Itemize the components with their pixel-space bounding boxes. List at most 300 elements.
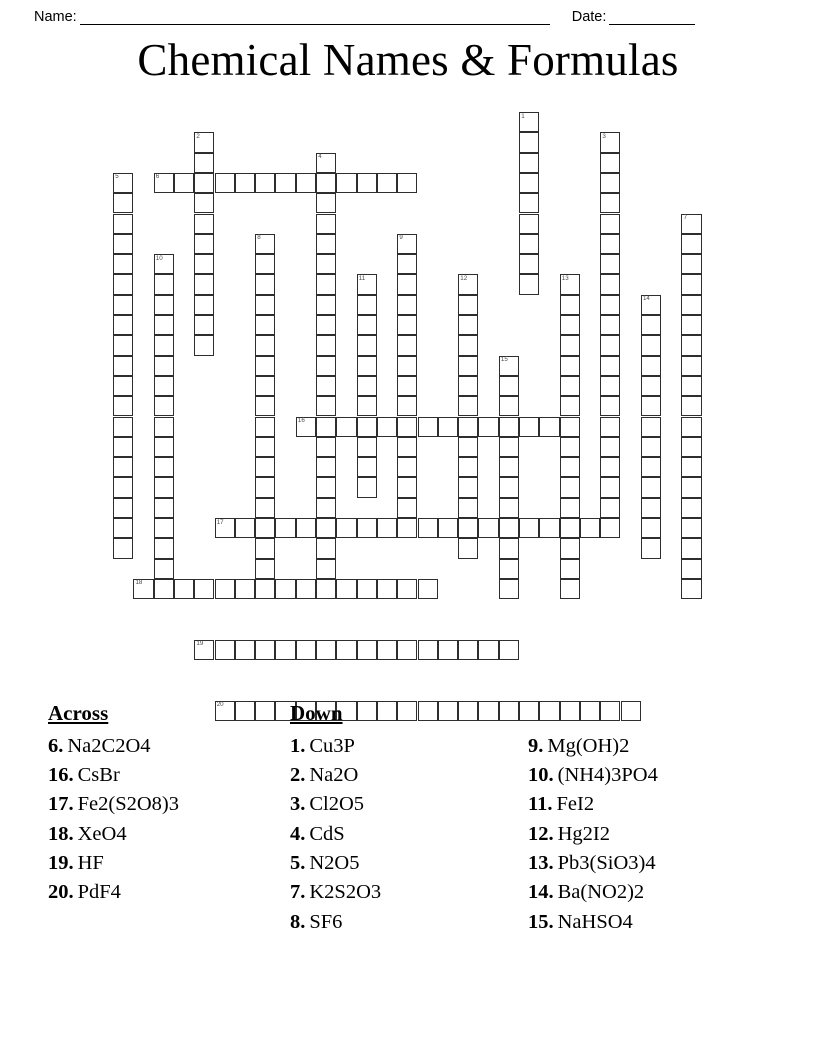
crossword-cell[interactable] (154, 295, 174, 315)
crossword-cell[interactable] (255, 477, 275, 497)
crossword-cell[interactable] (600, 376, 620, 396)
crossword-cell[interactable] (499, 640, 519, 660)
crossword-cell[interactable] (357, 376, 377, 396)
crossword-cell[interactable] (681, 376, 701, 396)
crossword-cell[interactable] (377, 579, 397, 599)
crossword-cell[interactable] (681, 214, 701, 234)
crossword-cell[interactable] (194, 193, 214, 213)
crossword-cell[interactable] (154, 417, 174, 437)
crossword-cell[interactable] (316, 477, 336, 497)
crossword-cell[interactable] (681, 417, 701, 437)
crossword-cell[interactable] (600, 315, 620, 335)
crossword-cell[interactable] (235, 640, 255, 660)
crossword-cell[interactable] (681, 518, 701, 538)
crossword-cell[interactable] (641, 437, 661, 457)
crossword-cell[interactable] (458, 538, 478, 558)
crossword-cell[interactable] (397, 640, 417, 660)
crossword-cell[interactable] (397, 254, 417, 274)
crossword-cell[interactable] (560, 579, 580, 599)
crossword-cell[interactable] (560, 335, 580, 355)
crossword-cell[interactable] (458, 457, 478, 477)
crossword-cell[interactable] (397, 477, 417, 497)
crossword-cell[interactable] (113, 274, 133, 294)
crossword-cell[interactable] (519, 193, 539, 213)
crossword-cell[interactable] (154, 538, 174, 558)
crossword-cell[interactable] (255, 538, 275, 558)
crossword-cell[interactable] (397, 295, 417, 315)
crossword-cell[interactable] (458, 417, 478, 437)
crossword-cell[interactable] (215, 518, 235, 538)
crossword-cell[interactable] (458, 437, 478, 457)
crossword-cell[interactable] (681, 274, 701, 294)
crossword-cell[interactable] (397, 274, 417, 294)
across-heading: Across (48, 701, 109, 725)
crossword-cell[interactable] (194, 640, 214, 660)
crossword-cell[interactable] (397, 396, 417, 416)
crossword-cell[interactable] (499, 518, 519, 538)
crossword-cell[interactable] (458, 335, 478, 355)
crossword-cell[interactable] (681, 335, 701, 355)
crossword-cell[interactable] (377, 173, 397, 193)
clue-item (290, 820, 520, 849)
crossword-cell[interactable] (499, 396, 519, 416)
crossword-cell[interactable] (600, 457, 620, 477)
cell-number: 20 (216, 701, 224, 709)
crossword-cell[interactable] (255, 579, 275, 599)
crossword-cell[interactable] (641, 315, 661, 335)
crossword-cell[interactable] (397, 234, 417, 254)
crossword-cell[interactable] (458, 640, 478, 660)
clue-text: HF (77, 851, 104, 874)
crossword-cell[interactable] (316, 356, 336, 376)
crossword-cell[interactable] (397, 518, 417, 538)
crossword-cell[interactable] (600, 254, 620, 274)
crossword-cell[interactable] (641, 477, 661, 497)
crossword-cell[interactable] (681, 477, 701, 497)
crossword-cell[interactable] (255, 498, 275, 518)
crossword-cell[interactable] (681, 457, 701, 477)
cell-number: 13 (561, 274, 569, 282)
crossword-cell[interactable] (519, 234, 539, 254)
clue-item (290, 878, 520, 907)
crossword-cell[interactable] (113, 518, 133, 538)
crossword-cell[interactable] (681, 356, 701, 376)
crossword-cell[interactable] (458, 274, 478, 294)
crossword-cell[interactable] (357, 417, 377, 437)
crossword-cell[interactable] (296, 518, 316, 538)
crossword-cell[interactable] (600, 132, 620, 152)
crossword-cell[interactable] (154, 376, 174, 396)
crossword-cell[interactable] (316, 417, 336, 437)
crossword-cell[interactable] (519, 254, 539, 274)
crossword-cell[interactable] (215, 173, 235, 193)
crossword-cell[interactable] (113, 538, 133, 558)
crossword-cell[interactable] (235, 579, 255, 599)
crossword-cell[interactable] (296, 579, 316, 599)
crossword-cell[interactable] (458, 396, 478, 416)
crossword-cell[interactable] (397, 376, 417, 396)
clue-text: Hg2I2 (557, 822, 611, 845)
clue-item (290, 761, 520, 790)
crossword-cell[interactable] (316, 640, 336, 660)
crossword-cell[interactable] (154, 315, 174, 335)
cell-number: 3 (602, 132, 606, 140)
crossword-cell[interactable] (154, 518, 174, 538)
crossword-cell[interactable] (174, 579, 194, 599)
crossword-cell[interactable] (641, 396, 661, 416)
crossword-cell[interactable] (336, 640, 356, 660)
crossword-cell[interactable] (458, 295, 478, 315)
crossword-cell[interactable] (539, 518, 559, 538)
crossword-cell[interactable] (154, 396, 174, 416)
crossword-cell[interactable] (641, 498, 661, 518)
crossword-cell[interactable] (316, 396, 336, 416)
crossword-cell[interactable] (296, 417, 316, 437)
crossword-cell[interactable] (519, 132, 539, 152)
crossword-cell[interactable] (600, 437, 620, 457)
crossword-cell[interactable] (499, 376, 519, 396)
crossword-cell[interactable] (560, 315, 580, 335)
crossword-cell[interactable] (499, 437, 519, 457)
crossword-cell[interactable] (580, 518, 600, 538)
crossword-cell[interactable] (397, 498, 417, 518)
crossword-cell[interactable] (113, 173, 133, 193)
crossword-cell[interactable] (215, 640, 235, 660)
crossword-cell[interactable] (357, 335, 377, 355)
clue-item (48, 849, 288, 878)
crossword-cell[interactable] (357, 315, 377, 335)
crossword-cell[interactable] (215, 579, 235, 599)
crossword-cell[interactable] (316, 234, 336, 254)
crossword-cell[interactable] (194, 254, 214, 274)
crossword-cell[interactable] (235, 173, 255, 193)
cell-number: 15 (500, 356, 508, 364)
crossword-cell[interactable] (316, 376, 336, 396)
crossword-cell[interactable] (194, 274, 214, 294)
crossword-cell[interactable] (377, 417, 397, 437)
crossword-cell[interactable] (357, 274, 377, 294)
crossword-cell[interactable] (478, 417, 498, 437)
crossword-cell[interactable] (316, 254, 336, 274)
crossword-cell[interactable] (255, 274, 275, 294)
crossword-cell[interactable] (255, 315, 275, 335)
crossword-cell[interactable] (113, 356, 133, 376)
crossword-cell[interactable] (499, 477, 519, 497)
crossword-cell[interactable] (397, 579, 417, 599)
crossword-cell[interactable] (519, 173, 539, 193)
crossword-cell[interactable] (519, 153, 539, 173)
crossword-cell[interactable] (255, 254, 275, 274)
crossword-cell[interactable] (641, 295, 661, 315)
crossword-cell[interactable] (357, 640, 377, 660)
crossword-cell[interactable] (377, 640, 397, 660)
crossword-cell[interactable] (458, 356, 478, 376)
crossword-cell[interactable] (458, 518, 478, 538)
crossword-cell[interactable] (194, 234, 214, 254)
crossword-cell[interactable] (154, 559, 174, 579)
crossword-cell[interactable] (519, 518, 539, 538)
crossword-cell[interactable] (641, 538, 661, 558)
crossword-cell[interactable] (600, 417, 620, 437)
crossword-cell[interactable] (539, 417, 559, 437)
crossword-cell[interactable] (154, 457, 174, 477)
crossword-cell[interactable] (275, 518, 295, 538)
crossword-cell[interactable] (560, 498, 580, 518)
crossword-cell[interactable] (255, 417, 275, 437)
crossword-cell[interactable] (336, 417, 356, 437)
crossword-cell[interactable] (681, 315, 701, 335)
crossword-cell[interactable] (641, 356, 661, 376)
crossword-cell[interactable] (194, 579, 214, 599)
crossword-cell[interactable] (438, 518, 458, 538)
crossword-cell[interactable] (194, 132, 214, 152)
crossword-cell[interactable] (681, 396, 701, 416)
crossword-cell[interactable] (560, 376, 580, 396)
crossword-cell[interactable] (316, 457, 336, 477)
crossword-cell[interactable] (600, 498, 620, 518)
crossword-cell[interactable] (641, 376, 661, 396)
crossword-cell[interactable] (113, 335, 133, 355)
crossword-cell[interactable] (478, 518, 498, 538)
crossword-cell[interactable] (681, 498, 701, 518)
crossword-cell[interactable] (397, 173, 417, 193)
crossword-cell[interactable] (600, 356, 620, 376)
crossword-cell[interactable] (499, 356, 519, 376)
crossword-cell[interactable] (255, 376, 275, 396)
crossword-cell[interactable] (316, 559, 336, 579)
crossword-cell[interactable] (418, 640, 438, 660)
crossword-cell[interactable] (255, 396, 275, 416)
crossword-cell[interactable] (316, 538, 336, 558)
crossword-cell[interactable] (316, 153, 336, 173)
crossword-cell[interactable] (438, 417, 458, 437)
crossword-cell[interactable] (600, 274, 620, 294)
crossword-cell[interactable] (255, 295, 275, 315)
crossword-cell[interactable] (397, 335, 417, 355)
crossword-cell[interactable] (560, 538, 580, 558)
crossword-cell[interactable] (316, 295, 336, 315)
crossword-cell[interactable] (357, 477, 377, 497)
crossword-cell[interactable] (255, 457, 275, 477)
crossword-cell[interactable] (681, 254, 701, 274)
crossword-cell[interactable] (519, 112, 539, 132)
crossword-cell[interactable] (560, 457, 580, 477)
crossword-cell[interactable] (113, 396, 133, 416)
crossword-cell[interactable] (560, 417, 580, 437)
crossword-cell[interactable] (600, 214, 620, 234)
crossword-cell[interactable] (641, 518, 661, 538)
crossword-cell[interactable] (600, 173, 620, 193)
crossword-cell[interactable] (600, 477, 620, 497)
crossword-cell[interactable] (316, 193, 336, 213)
crossword-cell[interactable] (113, 376, 133, 396)
crossword-cell[interactable] (275, 579, 295, 599)
crossword-cell[interactable] (275, 173, 295, 193)
crossword-cell[interactable] (681, 295, 701, 315)
crossword-cell[interactable] (194, 173, 214, 193)
crossword-cell[interactable] (600, 153, 620, 173)
crossword-cell[interactable] (397, 356, 417, 376)
crossword-cell[interactable] (113, 315, 133, 335)
crossword-cell[interactable] (560, 396, 580, 416)
crossword-cell[interactable] (316, 315, 336, 335)
crossword-cell[interactable] (357, 437, 377, 457)
crossword-cell[interactable] (296, 173, 316, 193)
clue-item (528, 878, 798, 907)
crossword-cell[interactable] (377, 518, 397, 538)
crossword-cell[interactable] (113, 477, 133, 497)
crossword-cell[interactable] (154, 254, 174, 274)
crossword-cell[interactable] (154, 437, 174, 457)
clue-item (290, 732, 520, 761)
crossword-cell[interactable] (113, 417, 133, 437)
crossword-cell[interactable] (113, 457, 133, 477)
crossword-cell[interactable] (194, 315, 214, 335)
crossword-cell[interactable] (600, 295, 620, 315)
crossword-cell[interactable] (316, 437, 336, 457)
crossword-cell[interactable] (154, 579, 174, 599)
crossword-cell[interactable] (275, 640, 295, 660)
crossword-cell[interactable] (154, 356, 174, 376)
crossword-cell[interactable] (296, 640, 316, 660)
crossword-cell[interactable] (357, 518, 377, 538)
crossword-cell[interactable] (458, 498, 478, 518)
crossword-cell[interactable] (519, 214, 539, 234)
crossword-cell[interactable] (194, 214, 214, 234)
crossword-cell[interactable] (316, 579, 336, 599)
crossword-cell[interactable] (600, 234, 620, 254)
crossword-cell[interactable] (316, 498, 336, 518)
crossword-cell[interactable] (397, 437, 417, 457)
crossword-cell[interactable] (499, 579, 519, 599)
crossword-cell[interactable] (357, 356, 377, 376)
clue-text: Na2O (309, 764, 359, 787)
crossword-cell[interactable] (113, 254, 133, 274)
crossword-cell[interactable] (560, 274, 580, 294)
crossword-cell[interactable] (418, 579, 438, 599)
crossword-cell[interactable] (255, 437, 275, 457)
crossword-cell[interactable] (641, 457, 661, 477)
crossword-cell[interactable] (255, 559, 275, 579)
cell-number: 5 (115, 173, 119, 181)
crossword-cell[interactable] (357, 579, 377, 599)
crossword-cell[interactable] (600, 396, 620, 416)
crossword-cell[interactable] (418, 518, 438, 538)
crossword-cell[interactable] (681, 538, 701, 558)
crossword-cell[interactable] (458, 315, 478, 335)
clue-text: Na2C2O4 (67, 734, 151, 757)
crossword-cell[interactable] (499, 417, 519, 437)
cell-number: 9 (399, 234, 403, 242)
crossword-cell[interactable] (154, 498, 174, 518)
clue-text: Pb3(SiO3)4 (557, 851, 656, 874)
clue-text: XeO4 (77, 822, 127, 845)
crossword-cell[interactable] (560, 518, 580, 538)
crossword-cell[interactable] (357, 457, 377, 477)
crossword-cell[interactable] (681, 437, 701, 457)
crossword-cell[interactable] (113, 234, 133, 254)
cell-number: 7 (683, 214, 688, 221)
clue-text: PdF4 (77, 881, 121, 904)
crossword-cell[interactable] (154, 173, 174, 193)
crossword-cell[interactable] (478, 640, 498, 660)
crossword-cell[interactable] (560, 356, 580, 376)
crossword-cell[interactable] (113, 214, 133, 234)
crossword-cell[interactable] (397, 417, 417, 437)
crossword-cell[interactable] (154, 335, 174, 355)
cell-number: 6 (155, 173, 160, 181)
crossword-cell[interactable] (499, 559, 519, 579)
crossword-cell[interactable] (316, 518, 336, 538)
crossword-cell[interactable] (397, 457, 417, 477)
crossword-cell[interactable] (357, 173, 377, 193)
crossword-cell[interactable] (336, 518, 356, 538)
crossword-cell[interactable] (113, 295, 133, 315)
crossword-cell[interactable] (438, 640, 458, 660)
crossword-cell[interactable] (154, 274, 174, 294)
crossword-cell[interactable] (316, 335, 336, 355)
crossword-cell[interactable] (235, 518, 255, 538)
crossword-cell[interactable] (560, 559, 580, 579)
crossword-cell[interactable] (600, 193, 620, 213)
crossword-cell[interactable] (641, 417, 661, 437)
crossword-cell[interactable] (458, 376, 478, 396)
crossword-cell[interactable] (113, 498, 133, 518)
crossword-cell[interactable] (458, 477, 478, 497)
crossword-cell[interactable] (255, 518, 275, 538)
crossword-cell[interactable] (600, 518, 620, 538)
crossword-cell[interactable] (357, 396, 377, 416)
crossword-cell[interactable] (316, 214, 336, 234)
crossword-cell[interactable] (681, 234, 701, 254)
crossword-cell[interactable] (316, 173, 336, 193)
crossword-cell[interactable] (641, 335, 661, 355)
crossword-cell[interactable] (560, 477, 580, 497)
crossword-cell[interactable] (519, 274, 539, 294)
crossword-cell[interactable] (255, 173, 275, 193)
crossword-cell[interactable] (681, 579, 701, 599)
crossword-cell[interactable] (113, 193, 133, 213)
down-clue-list (290, 732, 520, 937)
crossword-cell[interactable] (600, 335, 620, 355)
crossword-cell[interactable] (560, 437, 580, 457)
crossword-cell[interactable] (499, 538, 519, 558)
crossword-cell[interactable] (397, 315, 417, 335)
crossword-cell[interactable] (255, 356, 275, 376)
crossword-cell[interactable] (418, 417, 438, 437)
crossword-cell[interactable] (194, 335, 214, 355)
crossword-cell[interactable] (133, 579, 153, 599)
crossword-cell[interactable] (255, 335, 275, 355)
crossword-cell[interactable] (316, 274, 336, 294)
crossword-cell[interactable] (499, 457, 519, 477)
crossword-cell[interactable] (194, 295, 214, 315)
crossword-cell[interactable] (519, 417, 539, 437)
crossword-cell[interactable] (255, 234, 275, 254)
crossword-cell[interactable] (560, 295, 580, 315)
crossword-cell[interactable] (357, 295, 377, 315)
crossword-cell[interactable] (154, 477, 174, 497)
crossword-cell[interactable] (336, 173, 356, 193)
crossword-cell[interactable] (194, 153, 214, 173)
crossword-cell[interactable] (255, 640, 275, 660)
crossword-cell[interactable] (174, 173, 194, 193)
crossword-cell[interactable] (336, 579, 356, 599)
crossword-cell[interactable] (113, 437, 133, 457)
crossword-cell[interactable] (681, 559, 701, 579)
crossword-cell[interactable] (499, 498, 519, 518)
clue-number: 20. (48, 881, 74, 904)
